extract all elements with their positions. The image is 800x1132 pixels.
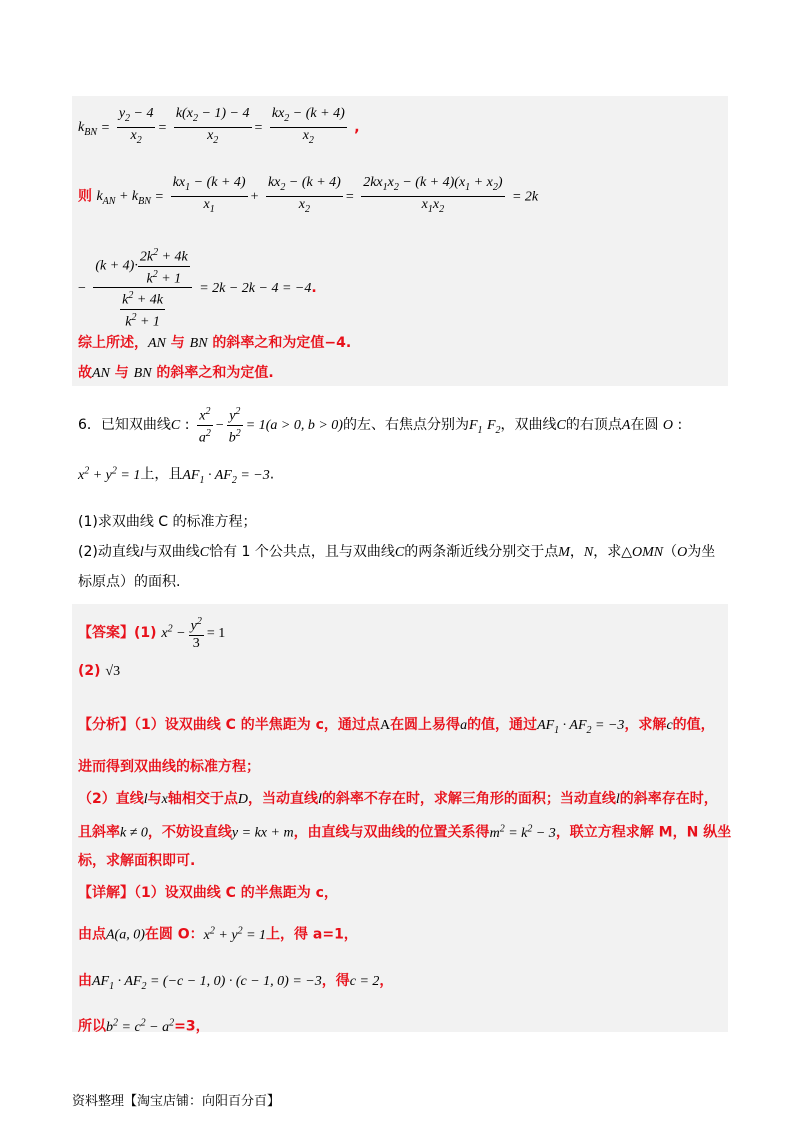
question-1: (1)求双曲线 C 的标准方程；	[78, 514, 257, 530]
detail-line-3: 由$AF_1 \cdot AF_2 = (-c - 1$, 0) · (c − 1, 0) = −3，得c = 2，	[78, 973, 394, 992]
answer-line-1: 【答案】(1) $x^2$ − $\frac{y^2}{3}$ = 1	[78, 616, 226, 651]
analysis-line-1: 【分析】（1）设双曲线 C 的半焦距为 c，通过点A在圆上易得a的值，通过$AF_1 \cdot AF_2 = -3$，求解c的值，	[78, 717, 715, 736]
solution-shade-bottom	[72, 604, 728, 1032]
analysis-line-2: 进而得到双曲线的标准方程；	[78, 759, 260, 775]
kbn-line: $k_{BN}$ = $\frac{y_2 - 4}{x_2}$ = $\frac{k(x_2 - 1) - 4}{x_2}$ = $\frac{kx_2 - (k + 4)}{x_2}$ ,	[78, 106, 360, 146]
answer-line-2: (2) √3	[78, 663, 121, 679]
conclusion-2: 故AN 与 BN 的斜率之和为定值.	[78, 365, 274, 381]
problem-6-line-2: $x^2 + y^2 = 1$上，且$AF_1 \cdot AF_2 = -3$.	[78, 465, 275, 486]
question-2-line-1: (2)动直线l与双曲线C恰有 1 个公共点，且与双曲线C的两条渐近线分别交于点M，N，求△OMN（O为坐	[78, 544, 716, 560]
page-footer: 资料整理【淘宝店铺：向阳百分百】	[72, 1094, 281, 1109]
sum-line: 则 $k_{AN} + k_{BN}$ = $\frac{kx_1 - (k + 4)}{x_1}$ + $\frac{kx_2 - (k + 4)}{x_2}$ = $\frac{2kx_1x_2 - (k + 4)(x_1 + x_2)}{x_1x_2}$ = 2k	[78, 175, 539, 215]
analysis-line-3: （2）直线l与x轴相交于点D，当动直线l的斜率不存在时，求解三角形的面积；当动直线l的斜率存在时，	[78, 791, 718, 807]
detail-line-2: 由点A(a, 0)在圆 O：$x^2 + y^2 = 1$上，得 a=1，	[78, 925, 358, 943]
compound-fraction-line: − (k + 4)· $\frac{2k^2 + 4k}{k^2 + 1}$ $\frac{k^2 + 4k}{k^2 + 1}$ = 2k − 2k − 4 = −4.	[78, 247, 317, 330]
detail-line-4: 所以$b^2 = c^2 - a^2=3$，	[78, 1017, 210, 1035]
problem-6-line-1: 6．已知双曲线C : $\frac{x^2}{a^2}$ − $\frac{y^2}{b^2}$ = 1(a > 0, b > 0)的左、右焦点分别为$F_1$ $F_2$，双曲线C的右顶点A在圆 O :	[78, 406, 683, 446]
question-2-line-2: 标原点）的面积.	[78, 574, 181, 590]
conclusion-1: 综上所述，AN 与 BN 的斜率之和为定值−4.	[78, 335, 352, 351]
analysis-line-4: 且斜率k ≠ 0，不妨设直线y = kx + m，由直线与双曲线的位置关系得$m^2 = k^2 - 3$，联立方程求解 M，N 纵坐	[78, 823, 732, 841]
analysis-line-5: 标，求解面积即可.	[78, 853, 196, 869]
detail-line-1: 【详解】（1）设双曲线 C 的半焦距为 c，	[78, 885, 338, 901]
